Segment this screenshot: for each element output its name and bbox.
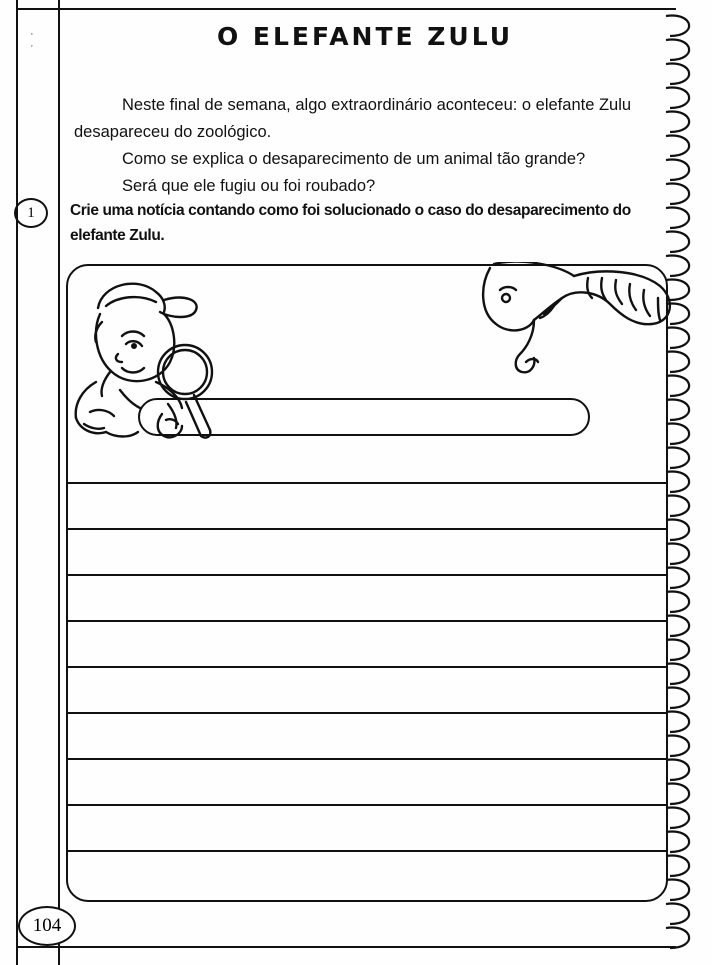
writing-line [68,574,668,576]
girl-with-magnifying-glass-illustration [60,262,250,457]
story-paragraph-2: Como se explica o desaparecimento de um animal tão grande? [122,150,586,168]
writing-line [68,804,668,806]
story-paragraph-1: Neste final de semana, algo extraordinário aconteceu: o elefante Zulu desapareceu do zoológico. [74,96,632,141]
writing-line [68,620,668,622]
elephant-trunk-illustration [470,262,680,387]
page-top-border [16,8,676,10]
story-paragraph-3: Será que ele fugiu ou foi roubado? [122,177,376,195]
writing-line [68,528,668,530]
writing-line [68,758,668,760]
page-margin-rule [58,0,60,965]
writing-line [68,666,668,668]
page-title: O ELEFANTE ZULU [216,22,514,51]
exercise-instruction: Crie uma notícia contando como foi solucionado o caso do desaparecimento do elefante Zulu. [70,202,631,244]
writing-line [68,850,668,852]
page-bottom-border [16,946,676,948]
exercise-number-badge: 1 [14,198,48,228]
page-number-badge: 104 [18,906,76,946]
writing-line [68,712,668,714]
writing-line [68,482,668,484]
margin-dots: · · [30,28,36,52]
page-left-border [16,0,18,965]
story-text [74,92,674,200]
